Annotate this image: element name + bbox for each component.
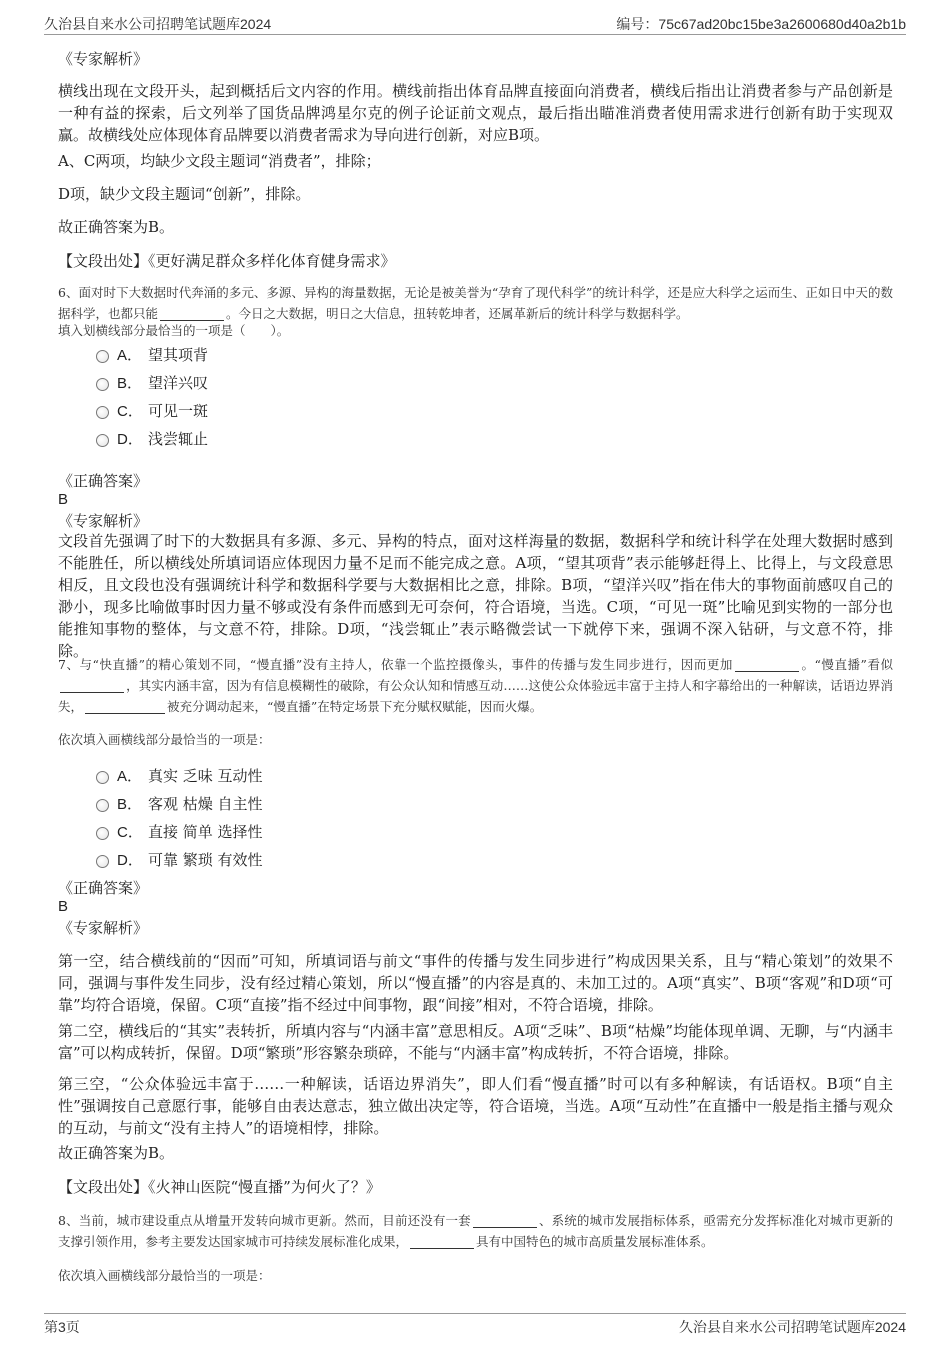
radio-icon[interactable] (96, 771, 109, 784)
option-letter: C． (117, 824, 143, 841)
q7-option-c[interactable] (96, 819, 496, 847)
radio-icon[interactable] (96, 855, 109, 868)
option-letter: D． (117, 431, 143, 448)
option-letter: D． (117, 852, 143, 869)
option-text: 浅尝辄止 (148, 430, 209, 448)
option-text: 直接 简单 选择性 (148, 823, 263, 841)
q7-stem-part-1: 7、与“快直播”的精心策划不同，“慢直播”没有主持人，依靠一个监控摄像头，事件的传播与发生同步进行，因而更加 (58, 657, 733, 672)
q8-stem-part-1: 8、当前，城市建设重点从增量开发转向城市更新。然而，目前还没有一套 (58, 1213, 471, 1228)
q6-prompt: 填入划横线部分最恰当的一项是（ ）。 (58, 323, 290, 338)
q7-analysis-paragraph-1: 第一空，结合横线前的“因而”可知，所填词语与前文“事件的传播与发生同步进行”构成因果关系，且与“精心策划”的效果不同，强调与事件发生同步，没有经过精心策划，所以“慢直播”的内容是真的、未加工过的。A项“真实”、B项“客观”和D项“可靠”均符合语境，保留。C项“直接”指不经过中间事物，跟“间接”相对，不符合语境，排除。 (58, 952, 893, 1014)
q7-option-d[interactable] (96, 847, 496, 875)
q7-prompt: 依次填入画横线部分最恰当的一项是： (58, 732, 271, 747)
q8-blank-1 (473, 1213, 537, 1228)
q8-stem (58, 1210, 893, 1252)
option-text: 望洋兴叹 (148, 374, 209, 392)
radio-icon[interactable] (96, 799, 109, 812)
q5-analysis-paragraph-3: D项，缺少文段主题词“创新”，排除。 (58, 185, 311, 203)
radio-icon[interactable] (96, 434, 109, 447)
q7-source: 【文段出处】《火神山医院“慢直播”为何火了？》 (58, 1178, 381, 1196)
q7-option-a[interactable] (96, 763, 496, 791)
q7-option-b[interactable] (96, 791, 496, 819)
q6-option-c[interactable] (96, 398, 496, 426)
q8-stem-part-2: 、系统的城市发展指标体系，亟需充分发挥标准化对城市更新的支撑引领作用，参考主要发达国家城市可持续发展标准化成果， (58, 1213, 893, 1249)
q7-blank-3 (85, 699, 165, 714)
q6-options (96, 342, 496, 454)
q7-stem-part-4: 被充分调动起来，“慢直播”在特定场景下充分赋权赋能，因而火爆。 (167, 699, 543, 714)
q6-analysis: 文段首先强调了时下的大数据具有多源、多元、异构的特点，面对这样海量的数据，数据科学和统计科学在处理大数据时感到不能胜任，所以横线处所填词语应体现因力量不足而不能完成之意。A项，“望其项背”表示能够赶得上、比得上，与文段意思相反，且文段也没有强调统计科学和数据科学要与大数据相比之意，排除。B项，“望洋兴叹”指在伟大的事物面前感叹自己的渺小，现多比喻做事时因力量不够或没有条件而感到无可奈何，符合语境，当选。C项，“可见一斑”比喻见到实物的一部分也能推知事物的整体，与文意不符，排除。D项，“浅尝辄止”表示略微尝试一下就停下来，强调不深入钻研，与文意不符，排除。 (58, 532, 893, 660)
option-text: 真实 乏味 互动性 (148, 767, 263, 785)
q7-stem (58, 654, 893, 717)
option-letter: B． (117, 796, 143, 813)
option-letter: A． (117, 347, 143, 364)
footer-page-number: 第3页 (44, 1319, 80, 1335)
option-text: 可靠 繁琐 有效性 (148, 851, 263, 869)
footer-title: 久治县自来水公司招聘笔试题库2024 (678, 1319, 906, 1335)
q6-analysis-label: 《专家解析》 (58, 512, 149, 530)
q8-blank-2 (410, 1234, 474, 1249)
option-letter: B． (117, 375, 143, 392)
q6-option-b[interactable] (96, 370, 496, 398)
q7-stem-part-2: 。“慢直播”看似 (800, 657, 893, 672)
option-letter: C． (117, 403, 143, 420)
q7-blank-1 (735, 657, 799, 672)
q6-answer-label: 《正确答案》 (58, 472, 149, 490)
q7-blank-2 (60, 678, 124, 693)
option-text: 可见一斑 (148, 402, 209, 420)
q5-analysis-label: 《专家解析》 (58, 50, 149, 68)
q6-option-a[interactable] (96, 342, 496, 370)
q7-stem-part-3: ，其实内涵丰富，因为有信息模糊性的破除，有公众认知和情感互动……这使公众体验远丰富于主持人和字幕给出的一种解读，话语边界消失， (58, 678, 893, 714)
q7-analysis-paragraph-4: 故正确答案为B。 (58, 1144, 175, 1162)
header-title: 久治县自来水公司招聘笔试题库2024 (44, 16, 272, 32)
page-header (44, 14, 906, 35)
radio-icon[interactable] (96, 378, 109, 391)
q7-analysis-label: 《专家解析》 (58, 919, 149, 937)
q7-analysis-paragraph-2: 第二空，横线后的“其实”表转折，所填内容与“内涵丰富”意思相反。A项“乏味”、B项“枯燥”均能体现单调、无聊，与“内涵丰富”可以构成转折，保留。D项“繁琐”形容繁杂琐碎，不能与“内涵丰富”构成转折，不符合语境，排除。 (58, 1022, 893, 1062)
option-letter: A． (117, 768, 143, 785)
q5-analysis-paragraph-1: 横线出现在文段开头，起到概括后文内容的作用。横线前指出体育品牌直接面向消费者，横线后指出让消费者参与产品创新是一种有益的探索，后文列举了国货品牌鸿星尔克的例子论证前文观点，最后指出瞄准消费者使用需求进行创新有助于实现双赢。故横线处应体现体育品牌要以消费者需求为导向进行创新，对应B项。 (58, 82, 893, 144)
q7-answer: B (58, 898, 69, 915)
q6-stem (58, 282, 893, 324)
q6-stem-part-2: 。今日之大数据，明日之大信息，扭转乾坤者，还属革新后的统计科学与数据科学。 (226, 306, 689, 321)
option-text: 望其项背 (148, 346, 209, 364)
q6-stem-part-1: 6、面对时下大数据时代奔涌的多元、多源、异构的海量数据，无论是被美誉为“孕育了现代科学”的统计科学，还是应大科学之运而生、正如日中天的数据科学，也都只能 (58, 285, 893, 321)
q5-source: 【文段出处】《更好满足群众多样化体育健身需求》 (58, 252, 396, 270)
q7-answer-label: 《正确答案》 (58, 879, 149, 897)
q8-prompt: 依次填入画横线部分最恰当的一项是： (58, 1268, 271, 1283)
radio-icon[interactable] (96, 406, 109, 419)
radio-icon[interactable] (96, 350, 109, 363)
page-footer (44, 1313, 906, 1334)
option-text: 客观 枯燥 自主性 (148, 795, 263, 813)
q5-analysis-paragraph-2: A、C两项，均缺少文段主题词“消费者”，排除； (58, 152, 381, 170)
q8-stem-part-3: 具有中国特色的城市高质量发展标准体系。 (476, 1234, 714, 1249)
q6-answer: B (58, 491, 69, 508)
q6-option-d[interactable] (96, 426, 496, 454)
q5-analysis-paragraph-4: 故正确答案为B。 (58, 218, 175, 236)
radio-icon[interactable] (96, 827, 109, 840)
q7-analysis-paragraph-3: 第三空，“公众体验远丰富于……一种解读，话语边界消失”，即人们看“慢直播”时可以有多种解读，有话语权。B项“自主性”强调按自己意愿行事，能够自由表达意志，独立做出决定等，符合语境，当选。A项“互动性”在直播中一般是指主播与观众的互动，与前文“没有主持人”的语境相悖，排除。 (58, 1075, 893, 1137)
q6-blank (160, 306, 224, 321)
header-doc-id: 编号：75c67ad20bc15be3a2600680d40a2b1b (616, 16, 906, 32)
q7-options (96, 763, 496, 875)
